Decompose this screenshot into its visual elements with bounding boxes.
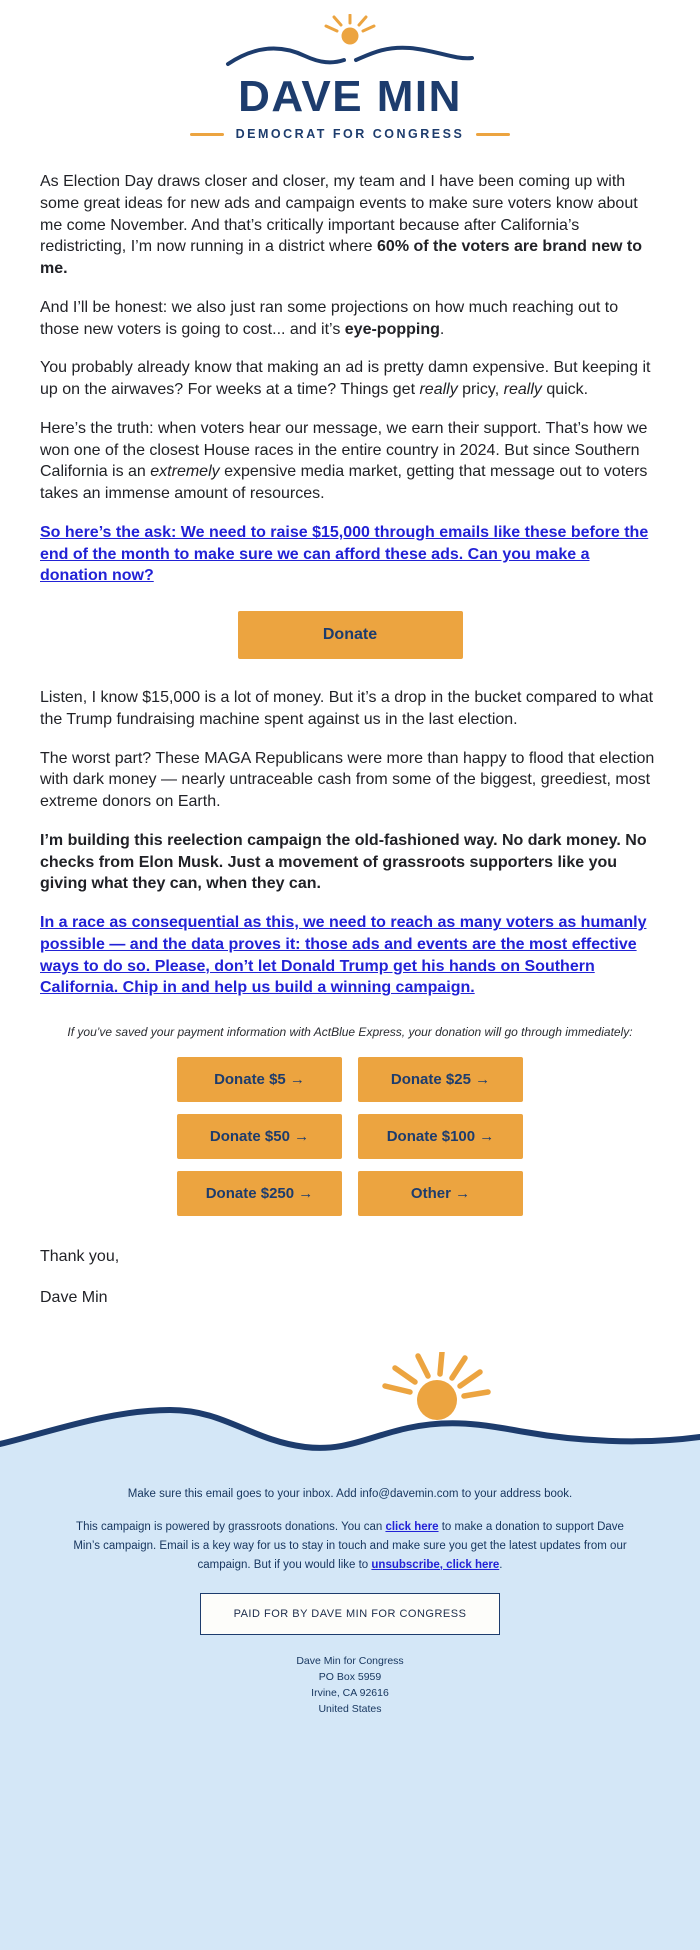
paragraph-dark-money: The worst part? These MAGA Republicans were more than happy to flood that election with dark money — nearly untraceable cash from some of the biggest, greediest, most extreme donors on Earth. <box>40 749 655 811</box>
paragraph-ad-costs <box>40 357 660 401</box>
paragraph-grassroots <box>40 830 660 895</box>
inbox-note: Make sure this email goes to your inbox. Add info@davemin.com to your address book. <box>127 1487 573 1500</box>
campaign-logo <box>0 0 700 145</box>
footer-sun-wave-illustration <box>0 1352 700 1470</box>
donate-250-button[interactable]: Donate $250 → <box>177 1171 342 1216</box>
logo-title: DAVE MIN <box>238 72 462 121</box>
donate-50-button[interactable]: Donate $50 → <box>177 1114 342 1159</box>
address-line-country: United States <box>318 1703 382 1716</box>
donate-100-button[interactable]: Donate $100 → <box>358 1114 523 1159</box>
paragraph-intro <box>40 171 660 280</box>
address-line-org: Dave Min for Congress <box>296 1654 404 1667</box>
fundraising-ask-link[interactable]: So here’s the ask: We need to raise $15,000 through emails like these before the end of the month to make sure we can afford these ads. Can you make a donation now? <box>40 523 649 585</box>
footer-disclaimer-text: This campaign is powered by grassroots donations. You can <box>76 1520 386 1533</box>
paragraph-intro-bold: 60% of the voters are brand new to me. <box>40 238 642 278</box>
fundraising-ask-paragraph <box>40 522 660 587</box>
urgency-paragraph <box>40 912 660 999</box>
unsubscribe-link[interactable]: unsubscribe, click here <box>371 1558 500 1571</box>
paragraph-projections-end: . <box>439 320 445 338</box>
paragraph-ad-costs-italic-2: really <box>503 381 542 399</box>
subtitle-right-rule <box>476 133 510 136</box>
paragraph-drop-in-bucket: Listen, I know $15,000 is a lot of money. But it’s a drop in the bucket compared to what the Trump fundraising machine spent against us in the last election. <box>40 689 654 728</box>
address-line-pobox: PO Box 5959 <box>318 1670 382 1683</box>
paragraph-projections <box>40 297 660 341</box>
paragraph-ad-costs-text: You probably already know that making an ad is pretty damn expensive. But keeping it up on the airwaves? For weeks at a time? Things get <box>40 359 651 399</box>
sun-mountains-icon <box>220 14 480 72</box>
paragraph-truth-italic: extremely <box>150 463 220 481</box>
signoff-thanks: Thank you, <box>40 1248 120 1266</box>
logo-subtitle: DEMOCRAT FOR CONGRESS <box>235 127 465 142</box>
paragraph-truth-text: Here’s the truth: when voters hear our message, we earn their support. That’s how we won one of the closest House races in the entire country in 2024. But since Southern California is an <box>40 419 648 481</box>
actblue-express-note: If you’ve saved your payment information with ActBlue Express, your donation will go through immediately: <box>67 1025 633 1040</box>
footer <box>0 1470 700 1950</box>
paragraph-ad-costs-text-2: pricy, <box>457 381 504 399</box>
paragraph-ad-costs-italic-1: really <box>419 381 458 399</box>
footer-donate-link[interactable]: click here <box>385 1520 439 1533</box>
donate-amount-grid <box>177 1057 523 1216</box>
logo-subtitle-row <box>0 127 700 141</box>
email-content <box>40 171 660 1328</box>
subtitle-left-rule <box>190 133 224 136</box>
donate-other-button[interactable]: Other → <box>358 1171 523 1216</box>
footer-disclaimer-paragraph <box>70 1518 630 1575</box>
donate-25-button[interactable]: Donate $25 → <box>358 1057 523 1102</box>
signoff-name: Dave Min <box>40 1288 108 1306</box>
donate-button[interactable]: Donate <box>238 611 463 659</box>
paragraph-truth <box>40 418 660 505</box>
paragraph-projections-text: And I’ll be honest: we also just ran some projections on how much reaching out to those new voters is going to cost... and it’s <box>40 298 619 338</box>
paragraph-ad-costs-text-3: quick. <box>541 381 589 399</box>
donate-5-button[interactable]: Donate $5 → <box>177 1057 342 1102</box>
signoff <box>40 1246 660 1309</box>
paragraph-truth-text-2: expensive media market, getting that message out to voters takes an immense amount of resources. <box>40 463 648 503</box>
paragraph-grassroots-bold: I’m building this reelection campaign the old-fashioned way. No dark money. No checks from Elon Musk. Just a movement of grassroots supporters like you giving what they can, when they can. <box>40 831 647 893</box>
address-line-city: Irvine, CA 92616 <box>311 1687 389 1700</box>
donate-button-row <box>40 611 660 659</box>
paragraph-intro-text: As Election Day draws closer and closer, my team and I have been coming up with some great ideas for new ads and campaign events to make sure voters know about me come November. And that’s critically important because after California’s redistricting, I’m now running in a district where <box>40 173 638 256</box>
paragraph-projections-bold: eye-popping <box>344 320 440 338</box>
urgency-link[interactable]: In a race as consequential as this, we need to reach as many voters as humanly possible — and the data proves it: those ads and events are the most effective ways to do so. Please, don’t let Donald Trump get his hands on Southern California. Chip in and help us build a winning campaign. <box>40 914 647 997</box>
campaign-address <box>40 1653 660 1718</box>
footer-disclaimer-text-2: to make a donation to support Dave Min’s campaign. Email is a key way for us to stay in touch and make sure you get the latest updates from our campaign. But if you would like to <box>73 1520 627 1571</box>
footer-disclaimer-text-3: . <box>499 1558 503 1571</box>
paid-for-disclaimer-box: PAID FOR BY DAVE MIN FOR CONGRESS <box>200 1593 500 1635</box>
